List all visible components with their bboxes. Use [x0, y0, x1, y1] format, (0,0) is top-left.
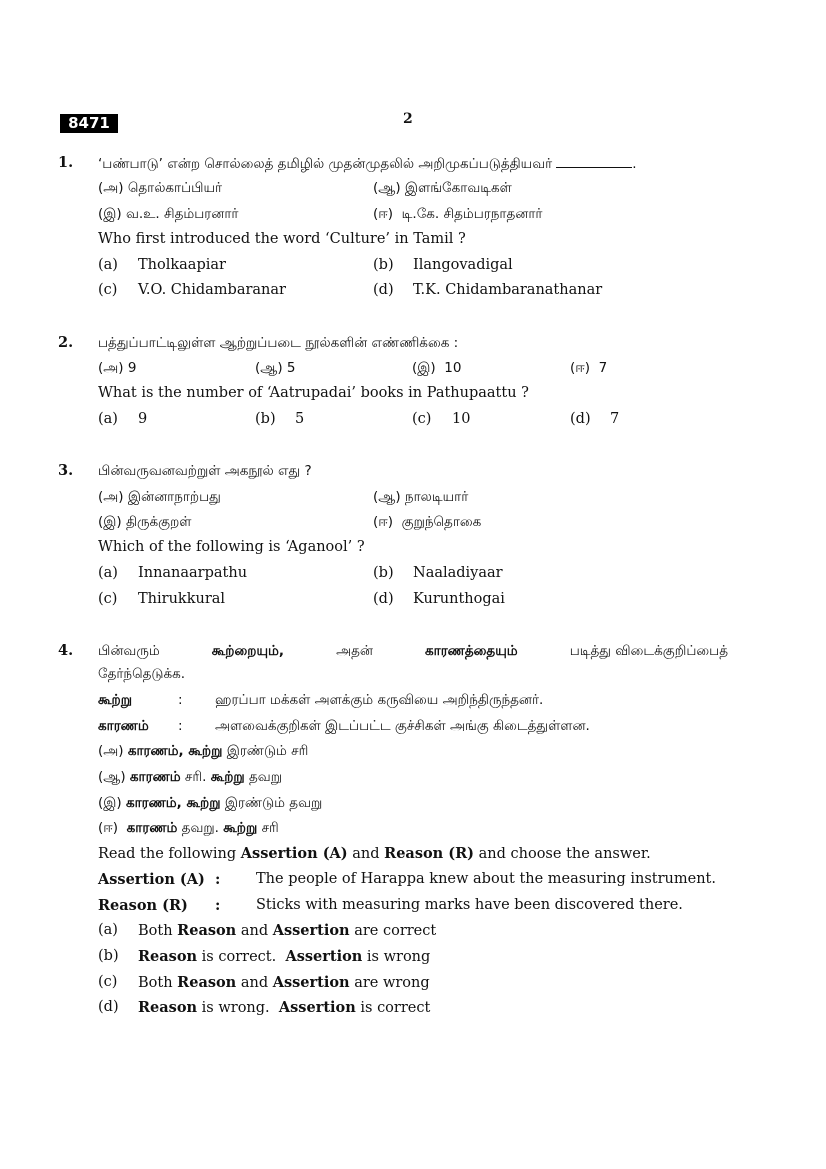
question-number: 2. — [58, 334, 74, 351]
option-english-d: (d) 7 — [570, 411, 620, 427]
option-tamil-b: (ஆ) காரணம் சரி. கூற்று தவறு — [98, 769, 283, 785]
option-english-b: (b) 5 — [255, 411, 305, 427]
option-english-c: (c) Both Reason and Assertion are wrong — [98, 974, 430, 991]
answer-blank — [556, 155, 632, 168]
question-intro-english: Read the following Assertion (A) and Reason (R) and choose the answer. — [98, 845, 651, 862]
reason-label: Reason (R) — [98, 897, 188, 914]
question-text-english: What is the number of ‘Aatrupadai’ books in Pathupaattu ? — [98, 385, 529, 401]
question-intro-tamil: பின்வரும் கூற்றையும், அதன் காரணத்தையும் படித்து விடைக்குறிப்பைத் — [98, 643, 728, 659]
question-number: 4. — [58, 642, 74, 659]
question-text-english: Which of the following is ‘Aganool’ ? — [98, 539, 365, 555]
reason-english: Reason (R) : Sticks with measuring marks have been discovered there. — [98, 897, 683, 914]
option-tamil-c: (இ) வ.உ. சிதம்பரனார் — [98, 206, 239, 222]
question-text: ‘பண்பாடு’ என்ற சொல்லைத் தமிழில் முதன்முதலில் அறிமுகப்படுத்தியவர் — [98, 156, 553, 172]
question-booklet-code: 8471 — [60, 114, 118, 133]
question-intro-tamil-line2: தேர்ந்தெடுக்க. — [98, 666, 186, 682]
option-english-a: (a) Innanaarpathu — [98, 565, 248, 581]
option-english-c: (c) V.O. Chidambaranar — [98, 282, 286, 298]
assertion-text: ஹரப்பா மக்கள் அளக்கும் கருவியை அறிந்திருந்தனர். — [215, 692, 544, 708]
option-tamil-c: (இ) காரணம், கூற்று இரண்டும் தவறு — [98, 795, 323, 811]
option-english-b: (b) Reason is correct. Assertion is wrong — [98, 948, 431, 965]
option-tamil-a: (அ) தொல்காப்பியர் — [98, 180, 223, 196]
option-english-c: (c) 10 — [412, 411, 471, 427]
option-tamil-a: (அ) காரணம், கூற்று இரண்டும் சரி — [98, 743, 309, 759]
assertion-english: Assertion (A) : The people of Harappa knew about the measuring instrument. — [98, 871, 716, 888]
option-tamil-d: (ஈ) குறுந்தொகை — [373, 514, 482, 530]
option-english-b: (b) Naaladiyaar — [373, 565, 503, 581]
option-tamil-c: (இ) 10 — [412, 360, 462, 376]
option-english-d: (d) Reason is wrong. Assertion is correct — [98, 999, 431, 1016]
option-english-b: (b) Ilangovadigal — [373, 257, 513, 273]
question-text-tamil — [98, 155, 637, 174]
option-english-a: (a) Tholkaapiar — [98, 257, 226, 273]
question-text-english: Who first introduced the word ‘Culture’ in Tamil ? — [98, 231, 466, 247]
option-tamil-b: (ஆ) இளங்கோவடிகள் — [373, 180, 512, 196]
option-tamil-d: (ஈ) 7 — [570, 360, 608, 376]
option-english-a: (a) Both Reason and Assertion are correct — [98, 922, 437, 939]
question-text-tamil: பத்துப்பாட்டிலுள்ள ஆற்றுப்படை நூல்களின் எண்ணிக்கை : — [98, 335, 459, 351]
option-tamil-d: (ஈ) டி.கே. சிதம்பரநாதனார் — [373, 206, 543, 222]
page-number: 2 — [403, 111, 413, 127]
reason-text: Sticks with measuring marks have been discovered there. — [256, 897, 683, 913]
option-tamil-d: (ஈ) காரணம் தவறு. கூற்று சரி — [98, 820, 279, 836]
option-english-c: (c) Thirukkural — [98, 591, 226, 607]
assertion-text: The people of Harappa knew about the measuring instrument. — [256, 871, 716, 887]
question-number: 3. — [58, 462, 74, 479]
option-tamil-b: (ஆ) 5 — [255, 360, 296, 376]
option-tamil-a: (அ) 9 — [98, 360, 137, 376]
option-tamil-a: (அ) இன்னாநாற்பது — [98, 489, 221, 505]
reason-label: காரணம் — [98, 718, 149, 734]
question-text-tamil: பின்வருவனவற்றுள் அகநூல் எது ? — [98, 463, 312, 479]
option-english-d: (d) Kurunthogai — [373, 591, 505, 607]
question-number: 1. — [58, 154, 74, 171]
assertion-label: Assertion (A) — [98, 871, 205, 888]
reason-tamil: காரணம் : அளவைக்குறிகள் இடப்பட்ட குச்சிகள் அங்கு கிடைத்துள்ளன. — [98, 718, 590, 734]
option-english-a: (a) 9 — [98, 411, 148, 427]
question-end: . — [632, 156, 637, 172]
assertion-tamil: கூற்று : ஹரப்பா மக்கள் அளக்கும் கருவியை அறிந்திருந்தனர். — [98, 692, 544, 708]
option-tamil-c: (இ) திருக்குறள் — [98, 514, 192, 530]
option-english-d: (d) T.K. Chidambaranathanar — [373, 282, 603, 298]
assertion-label: கூற்று — [98, 692, 133, 708]
reason-text: அளவைக்குறிகள் இடப்பட்ட குச்சிகள் அங்கு கிடைத்துள்ளன. — [215, 718, 590, 734]
option-tamil-b: (ஆ) நாலடியார் — [373, 489, 469, 505]
